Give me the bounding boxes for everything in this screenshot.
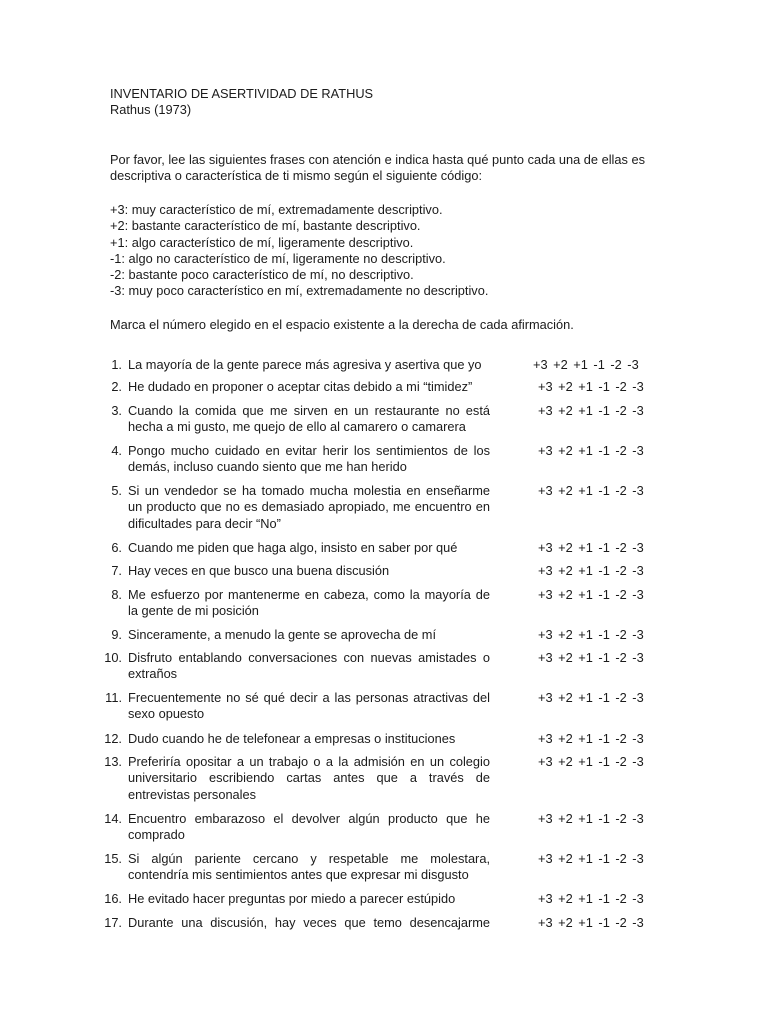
item-scale[interactable]: +3 +2 +1 -1 -2 -3: [538, 403, 644, 418]
item-scale[interactable]: +3 +2 +1 -1 -2 -3: [538, 915, 644, 930]
item-number: 14.: [104, 811, 122, 826]
document-author: Rathus (1973): [110, 102, 192, 118]
item-statement: Preferiría opositar a un trabajo o a la admisión en un colegio universitario escribiendo cartas antes que a través de entrevistas personales: [128, 754, 490, 802]
code-line: +2: bastante característico de mí, bastante descriptivo.: [110, 218, 421, 234]
intro-paragraph: [110, 152, 660, 185]
item-scale[interactable]: +3 +2 +1 -1 -2 -3: [538, 379, 644, 394]
item-number: 9.: [111, 627, 122, 642]
item-number: 7.: [111, 563, 122, 578]
item-statement: Durante una discusión, hay veces que temo desencajarme: [128, 915, 490, 930]
item-scale[interactable]: +3 +2 +1 -1 -2 -3: [538, 650, 644, 665]
item-scale[interactable]: +3 +2 +1 -1 -2 -3: [538, 627, 644, 642]
item-number: 12.: [104, 731, 122, 746]
item-statement: Cuando me piden que haga algo, insisto en saber por qué: [128, 540, 458, 555]
item-statement: Pongo mucho cuidado en evitar herir los sentimientos de los demás, incluso cuando siento que me han herido: [128, 443, 490, 475]
item-scale[interactable]: +3 +2 +1 -1 -2 -3: [538, 690, 644, 705]
item-scale[interactable]: +3 +2 +1 -1 -2 -3: [538, 540, 644, 555]
item-number: 4.: [111, 443, 122, 458]
code-line: -3: muy poco característico en mí, extremadamente no descriptivo.: [110, 283, 489, 299]
item-scale[interactable]: +3 +2 +1 -1 -2 -3: [538, 851, 644, 866]
item-number: 13.: [104, 754, 122, 769]
item-number: 1.: [111, 357, 122, 372]
code-line: -2: bastante poco característico de mí, no descriptivo.: [110, 267, 414, 283]
item-statement: La mayoría de la gente parece más agresiva y asertiva que yo: [128, 357, 482, 372]
item-number: 17.: [104, 915, 122, 930]
item-scale[interactable]: +3 +2 +1 -1 -2 -3: [538, 443, 644, 458]
item-number: 10.: [104, 650, 122, 665]
code-line: +3: muy característico de mí, extremadamente descriptivo.: [110, 202, 443, 217]
item-scale[interactable]: +3 +2 +1 -1 -2 -3: [538, 891, 644, 906]
item-statement: He dudado en proponer o aceptar citas debido a mi “timidez”: [128, 379, 473, 394]
item-number: 8.: [111, 587, 122, 602]
intro-text: Por favor, lee las siguientes frases con atención e indica hasta qué punto cada una de ellas es descriptiva o característica de ti mismo según el siguiente código:: [110, 152, 645, 184]
item-scale[interactable]: +3 +2 +1 -1 -2 -3: [538, 483, 644, 498]
item-scale[interactable]: +3 +2 +1 -1 -2 -3: [538, 731, 644, 746]
code-line: -1: algo no característico de mí, ligeramente no descriptivo.: [110, 250, 446, 266]
document-title: INVENTARIO DE ASERTIVIDAD DE RATHUS: [110, 86, 374, 101]
item-scale[interactable]: +3 +2 +1 -1 -2 -3: [538, 811, 644, 826]
scale-code-list: [110, 202, 488, 300]
item-number: 15.: [104, 851, 122, 866]
item-statement: Me esfuerzo por mantenerme en cabeza, como la mayoría de la gente de mi posición: [128, 587, 490, 619]
item-statement: He evitado hacer preguntas por miedo a parecer estúpido: [128, 891, 456, 906]
item-scale[interactable]: +3 +2 +1 -1 -2 -3: [538, 563, 644, 578]
document-header: [110, 86, 373, 119]
item-number: 3.: [111, 403, 122, 418]
item-number: 16.: [104, 891, 122, 906]
item-statement: Frecuentemente no sé qué decir a las personas atractivas del sexo opuesto: [128, 690, 490, 722]
item-statement: Encuentro embarazoso el devolver algún producto que he comprado: [128, 811, 490, 843]
item-statement: Hay veces en que busco una buena discusión: [128, 563, 390, 578]
item-scale[interactable]: +3 +2 +1 -1 -2 -3: [538, 754, 644, 769]
code-line: +1: algo característico de mí, ligeramente descriptivo.: [110, 234, 414, 250]
item-statement: Si algún pariente cercano y respetable me molestara, contendría mis sentimientos antes que expresar mi disgusto: [128, 851, 490, 883]
item-scale[interactable]: +3 +2 +1 -1 -2 -3: [538, 587, 644, 602]
item-number: 6.: [111, 540, 122, 555]
item-number: 2.: [111, 379, 122, 394]
item-scale[interactable]: +3 +2 +1 -1 -2 -3: [533, 357, 639, 372]
item-statement: Cuando la comida que me sirven en un restaurante no está hecha a mi gusto, me quejo de ello al camarero o camarera: [128, 403, 490, 435]
item-statement: Dudo cuando he de telefonear a empresas o instituciones: [128, 731, 456, 746]
item-statement: Si un vendedor se ha tomado mucha molestia en enseñarme un producto que no es demasiado apropiado, me encuentro en dificultades para decir “No”: [128, 483, 490, 531]
item-statement: Disfruto entablando conversaciones con nuevas amistades o extraños: [128, 650, 490, 682]
item-number: 5.: [111, 483, 122, 498]
item-statement: Sinceramente, a menudo la gente se aprovecha de mí: [128, 627, 437, 642]
item-number: 11.: [105, 690, 122, 705]
instruction-text: Marca el número elegido en el espacio existente a la derecha de cada afirmación.: [110, 317, 574, 332]
